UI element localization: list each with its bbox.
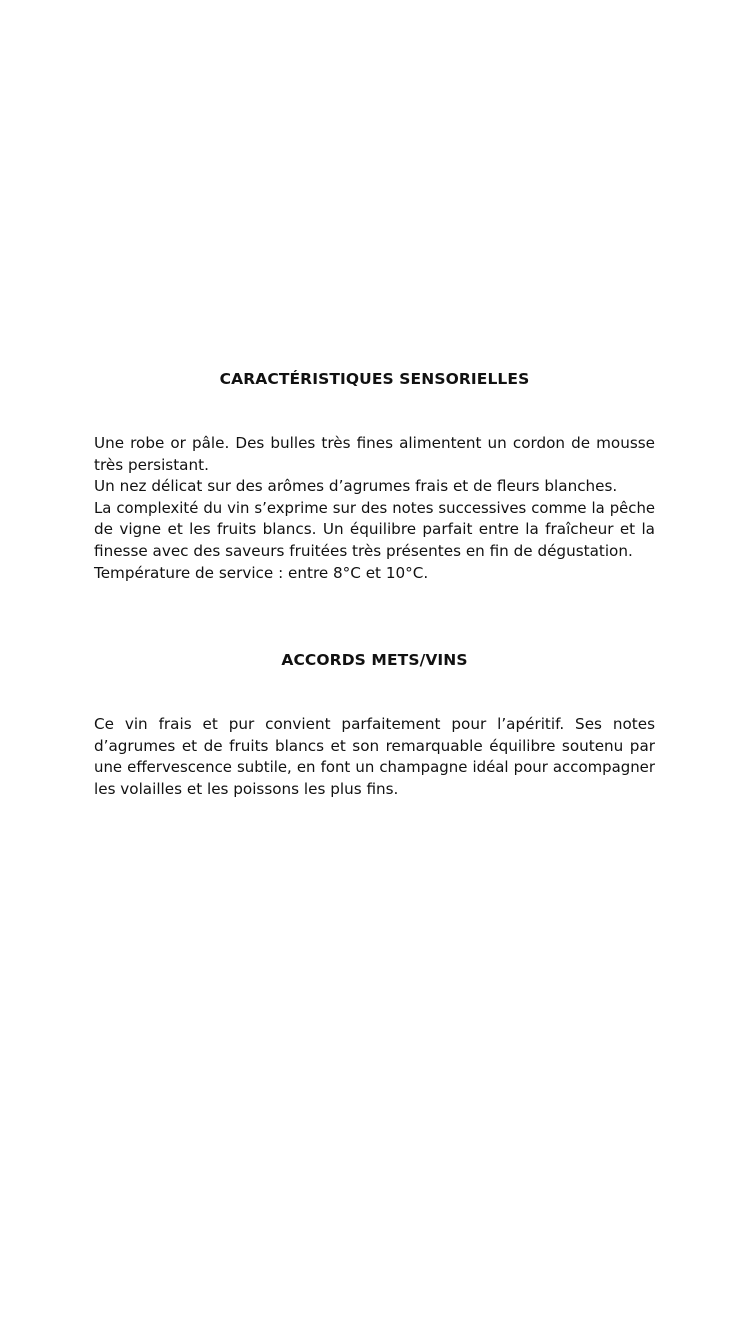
sensory-paragraph (94, 433, 655, 584)
sensory-line: de vigne et les fruits blancs. Un équilibre parfait entre la fraîcheur et la (94, 520, 655, 539)
sensory-line: La complexité du vin s’exprime sur des notes successives comme la pêche (94, 498, 655, 517)
pairings-line: d’agrumes et de fruits blancs et son remarquable équilibre soutenu par (94, 736, 655, 755)
sensory-line: très persistant. (94, 455, 209, 474)
section-title-pairings: ACCORDS METS/VINS (281, 651, 468, 669)
sensory-line: Un nez délicat sur des arômes d’agrumes frais et de fleurs blanches. (94, 477, 618, 496)
pairings-paragraph (94, 714, 655, 800)
pairings-line: les volailles et les poissons les plus fins. (94, 779, 399, 798)
section-title-sensory: CARACTÉRISTIQUES SENSORIELLES (219, 370, 530, 388)
sensory-line: finesse avec des saveurs fruitées très présentes en fin de dégustation. (94, 541, 633, 560)
sensory-line: Température de service : entre 8°C et 10°C. (94, 563, 429, 582)
pairings-line: Ce vin frais et pur convient parfaitement pour l’apéritif. Ses notes (94, 715, 655, 733)
pairings-line: une effervescence subtile, en font un champagne idéal pour accompagner (94, 758, 655, 777)
sensory-line: Une robe or pâle. Des bulles très fines alimentent un cordon de mousse (94, 434, 655, 452)
